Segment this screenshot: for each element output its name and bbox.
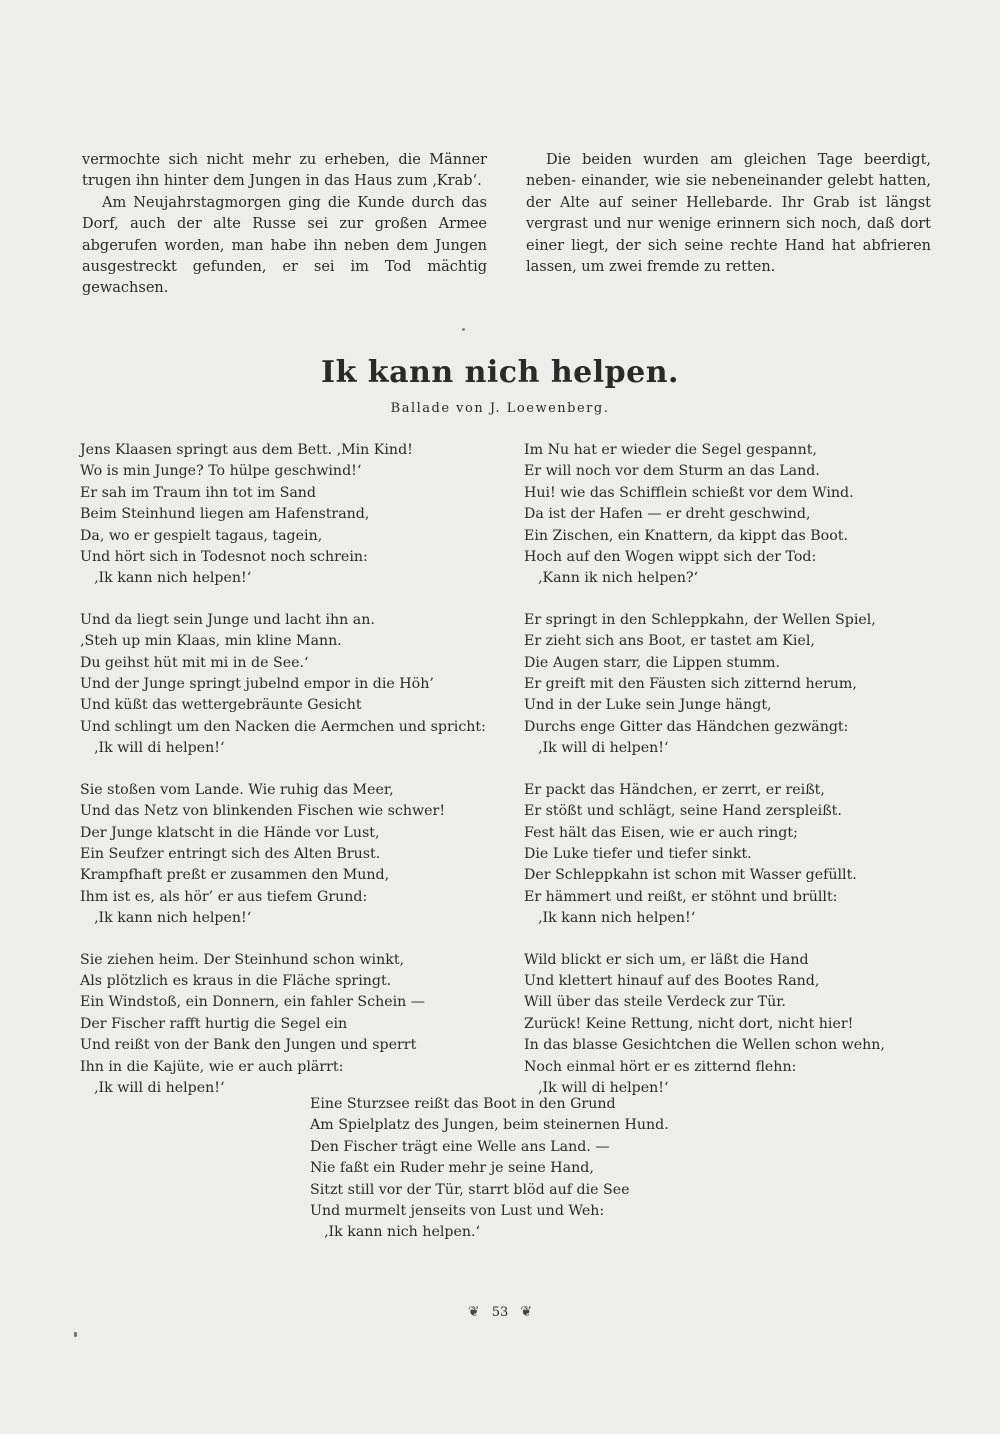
poem-line: Der Fischer rafft hurtig die Segel ein xyxy=(80,1015,348,1032)
prose-paragraph: Am Neujahrstagmorgen ging die Kunde durch das Dorf, auch der alte Russe sei zur großen Armee abgerufen worden, man habe ihn neben dem Jungen ausgestreckt gefunden, er sei im Tod mächtig gewachsen. xyxy=(82,194,487,297)
stanza xyxy=(80,610,500,760)
poem-line: Und schlingt um den Nacken die Aermchen und spricht: xyxy=(80,718,486,735)
print-speck xyxy=(74,1332,77,1337)
poem-line: Beim Steinhund liegen am Hafenstrand, xyxy=(80,506,370,523)
poem-line: Da, wo er gespielt tagaus, tagein, xyxy=(80,527,323,544)
poem-line: Da ist der Hafen — er dreht geschwind, xyxy=(524,506,811,523)
poem-line: Sie stoßen vom Lande. Wie ruhig das Meer, xyxy=(80,781,394,798)
print-speck xyxy=(462,328,465,331)
poem-line: Ihn in die Kajüte, wie er auch plärrt: xyxy=(80,1058,344,1075)
poem-line: Zurück! Keine Rettung, nicht dort, nicht hier! xyxy=(524,1015,854,1032)
poem-line: ‚Steh up min Klaas, min kline Mann. xyxy=(80,633,342,650)
poem-line: Sie ziehen heim. Der Steinhund schon winkt, xyxy=(80,951,405,968)
poem-line: Der Schleppkahn ist schon mit Wasser gefüllt. xyxy=(524,867,857,884)
page-number: 53 xyxy=(491,1305,509,1320)
poem-line: Du geihst hüt mit mi in de See.‘ xyxy=(80,654,309,671)
poem-line: Hoch auf den Wogen wippt sich der Tod: xyxy=(524,549,817,566)
stanza xyxy=(524,950,944,1100)
poem-line: Er springt in den Schleppkahn, der Wellen Spiel, xyxy=(524,611,876,628)
poem-refrain: ‚Ik kann nich helpen!‘ xyxy=(538,910,696,927)
stanza xyxy=(524,610,944,760)
poem-line: Nie faßt ein Ruder mehr je seine Hand, xyxy=(310,1160,594,1177)
poem-line: Wild blickt er sich um, er läßt die Hand xyxy=(524,951,809,968)
stanza xyxy=(80,440,500,590)
poem-line: Im Nu hat er wieder die Segel gespannt, xyxy=(524,442,817,458)
prose-paragraph: vermochte sich nicht mehr zu erheben, die Männer trugen ihn hinter dem Jungen in das Haus zum ‚Krab‘. xyxy=(82,152,487,190)
poem-line: Und klettert hinauf auf des Bootes Rand, xyxy=(524,972,820,989)
poem-refrain: ‚Ik will di helpen!‘ xyxy=(94,740,225,757)
poem-line: Am Spielplatz des Jungen, beim steinernen Hund. xyxy=(310,1117,669,1134)
stanza xyxy=(524,440,944,590)
stanza xyxy=(80,950,500,1100)
poem-line: Ein Zischen, ein Knattern, da kippt das Boot. xyxy=(524,527,848,544)
prose-column-right xyxy=(526,150,931,278)
poem-line: Eine Sturzsee reißt das Boot in den Grund xyxy=(310,1096,616,1112)
poem-line: Er greift mit den Fäusten sich zitternd herum, xyxy=(524,676,857,693)
stanza xyxy=(310,1094,730,1244)
poem-line: Er hämmert und reißt, er stöhnt und brüllt: xyxy=(524,888,838,905)
poem-line: Und hört sich in Todesnot noch schrein: xyxy=(80,549,368,566)
poem-line: Krampfhaft preßt er zusammen den Mund, xyxy=(80,867,390,884)
poem-line: Und der Junge springt jubelnd empor in die Höh’ xyxy=(80,676,434,693)
poem-line: Und murmelt jenseits von Lust und Weh: xyxy=(310,1203,605,1220)
poem-line: Noch einmal hört er es zitternd flehn: xyxy=(524,1058,797,1075)
poem-line: Die Augen starr, die Lippen stumm. xyxy=(524,654,781,671)
poem-line: Und das Netz von blinkenden Fischen wie schwer! xyxy=(80,803,446,820)
ornament-icon: ❦ xyxy=(467,1304,480,1320)
poem-refrain: ‚Ik will di helpen!‘ xyxy=(538,740,669,757)
poem-refrain: ‚Ik kann nich helpen!‘ xyxy=(94,910,252,927)
poem-line: Und reißt von der Bank den Jungen und sperrt xyxy=(80,1037,417,1054)
poem-line: Und küßt das wettergebräunte Gesicht xyxy=(80,697,362,714)
poem-line: Und in der Luke sein Junge hängt, xyxy=(524,697,772,714)
prose-column-left xyxy=(82,150,487,300)
poem-line: Durchs enge Gitter das Händchen gezwängt: xyxy=(524,718,849,735)
poem-line: Wo is min Junge? To hülpe geschwind!‘ xyxy=(80,463,362,480)
poem-column-left xyxy=(80,440,500,1119)
poem-line: Er will noch vor dem Sturm an das Land. xyxy=(524,463,820,480)
poem-refrain: ‚Kann ik nich helpen?‘ xyxy=(538,570,699,587)
poem-line: Ein Windstoß, ein Donnern, ein fahler Schein — xyxy=(80,994,425,1011)
poem-line: Als plötzlich es kraus in die Fläche springt. xyxy=(80,972,392,989)
poem-refrain: ‚Ik kann nich helpen!‘ xyxy=(94,570,252,587)
poem-title: Ik kann nich helpen. xyxy=(321,355,679,390)
poem-line: Er sah im Traum ihn tot im Sand xyxy=(80,484,317,501)
poem-refrain: ‚Ik will di helpen!‘ xyxy=(94,1079,225,1096)
prose-paragraph: Die beiden wurden am gleichen Tage beerdigt, neben- einander, wie sie nebeneinander gelebt hatten, der Alte auf seiner Hellebarde. Ihr Grab ist längst vergrast und nur wenige erinnern sich noch, daß dort einer liegt, der sich seine rechte Hand hat abfrieren lassen, um zwei fremde zu retten. xyxy=(526,152,931,276)
poem-line: Er packt das Händchen, er zerrt, er reißt, xyxy=(524,781,825,798)
page-footer xyxy=(0,1304,1000,1320)
poem-refrain: ‚Ik kann nich helpen.‘ xyxy=(324,1224,481,1241)
poem-line: Und da liegt sein Junge und lacht ihn an. xyxy=(80,611,375,628)
stanza xyxy=(524,780,944,930)
poem-line: Sitzt still vor der Tür, starrt blöd auf die See xyxy=(310,1181,630,1198)
poem-line: Will über das steile Verdeck zur Tür. xyxy=(524,994,786,1011)
stanza xyxy=(80,780,500,930)
poem-refrain: ‚Ik will di helpen!‘ xyxy=(538,1079,669,1096)
poem-subtitle: Ballade von J. Loewenberg. xyxy=(390,401,610,416)
poem-line: Ein Seufzer entringt sich des Alten Brust. xyxy=(80,845,381,862)
poem-line: Jens Klaasen springt aus dem Bett. ‚Min Kind! xyxy=(80,442,413,458)
poem-line: Der Junge klatscht in die Hände vor Lust, xyxy=(80,824,380,841)
poem-column-bottom xyxy=(310,1094,730,1264)
poem-line: Er zieht sich ans Boot, er tastet am Kiel, xyxy=(524,633,815,650)
poem-line: Fest hält das Eisen, wie er auch ringt; xyxy=(524,824,798,841)
poem-line: Ihm ist es, als hör’ er aus tiefem Grund: xyxy=(80,888,368,905)
poem-column-right xyxy=(524,440,944,1119)
poem-line: In das blasse Gesichtchen die Wellen schon wehn, xyxy=(524,1037,885,1054)
poem-line: Den Fischer trägt eine Welle ans Land. — xyxy=(310,1138,610,1155)
poem-line: Hui! wie das Schifflein schießt vor dem Wind. xyxy=(524,484,854,501)
ornament-icon: ❦ xyxy=(520,1304,533,1320)
poem-line: Er stößt und schlägt, seine Hand zerspleißt. xyxy=(524,803,842,820)
poem-line: Die Luke tiefer und tiefer sinkt. xyxy=(524,845,752,862)
